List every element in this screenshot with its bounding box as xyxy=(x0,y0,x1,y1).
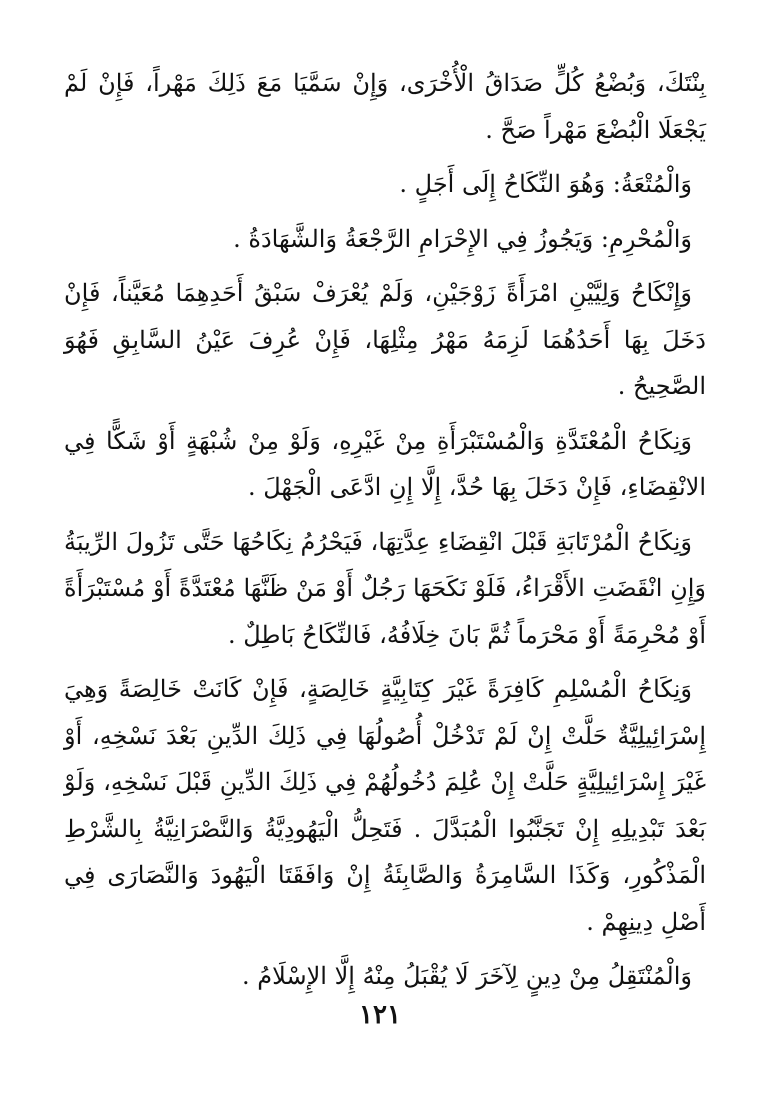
paragraph-3: وَالْمُحْرِمِ: وَيَجُوزُ فِي الإِحْرَامِ الرَّجْعَةُ وَالشَّهَادَةُ . xyxy=(233,224,692,253)
paragraph-4: وَإِنْكَاحُ وَلِيَّيْنِ امْرَأَةً زَوْجَيْنِ، وَلَمْ يُعْرَفْ سَبْقُ أَحَدِهِمَا مُعَيَّناً، فَإِنْ دَخَلَ بِهَا أَحَدُهُمَا لَزِمَهُ مَهْرُ مِثْلِهَا، فَإِنْ عُرِفَ عَيْنُ السَّابِقِ فَهُوَ الصَّحِيحُ . xyxy=(64,279,706,400)
paragraph-5: وَنِكَاحُ الْمُعْتَدَّةِ وَالْمُسْتَبْرَأَةِ مِنْ غَيْرِهِ، وَلَوْ مِنْ شُبْهَةٍ أَوْ شَكًّا فِي الانْقِضَاءِ، فَإِنْ دَخَلَ بِهَا حُدَّ، إِلَّا إِنِ ادَّعَى الْجَهْلَ . xyxy=(64,426,706,501)
paragraph-8: وَالْمُنْتَقِلُ مِنْ دِينٍ لِآخَرَ لَا يُقْبَلُ مِنْهُ إِلَّا الإِسْلَامُ . xyxy=(242,962,692,990)
page-number: ١٢١ xyxy=(359,1000,401,1030)
paragraph-2: وَالْمُتْعَةُ: وَهُوَ النِّكَاحُ إِلَى أَجَلٍ . xyxy=(399,170,692,198)
paragraph-7: وَنِكَاحُ الْمُسْلِمِ كَافِرَةً غَيْرَ كِتَابِيَّةٍ خَالِصَةٍ، فَإِنْ كَانَتْ خَالِصَةً وَهِيَ إِسْرَائِيلِيَّةٌ حَلَّتْ إِنْ لَمْ تَدْخُلْ أُصُولُهَا فِي ذَلِكَ الدِّينِ بَعْدَ نَسْخِهِ، أَوْ غَيْرَ إِسْرَائِيلِيَّةٍ حَلَّتْ إِنْ عُلِمَ دُخُولُهُمْ فِي ذَلِكَ الدِّينِ قَبْلَ نَسْخِهِ، وَلَوْ بَعْدَ تَبْدِيلِهِ إِنْ تَجَنَّبُوا الْمُبَدَّلَ . فَتَحِلُّ الْيَهُودِيَّةُ وَالنَّصْرَانِيَّةُ بِالشَّرْطِ الْمَذْكُورِ، وَكَذَا السَّامِرَةُ وَالصَّابِئَةُ إِنْ وَافَقَتَا الْيَهُودَ وَالنَّصَارَى فِي أَصْلِ دِينِهِمْ . xyxy=(64,675,706,936)
paragraph-6: وَنِكَاحُ الْمُرْتَابَةِ قَبْلَ انْقِضَاءِ عِدَّتِهَا، فَيَحْرُمُ نِكَاحُهَا حَتَّى تَزُولَ الرِّيبَةُ وَإِنِ انْقَضَتِ الأَقْرَاءُ، فَلَوْ نَكَحَهَا رَجُلٌ أَوْ مَنْ ظَنَّهَا مُعْتَدَّةً أَوْ مُسْتَبْرَأَةً أَوْ مُحْرِمَةً أَوْ مَحْرَماً ثُمَّ بَانَ خِلَافُهُ، فَالنِّكَاحُ بَاطِلٌ . xyxy=(64,527,706,649)
paragraph-1: بِنْتَكَ، وَبُضْعُ كُلٍّ صَدَاقُ الْأُخْرَى، وَإِنْ سَمَّيَا مَعَ ذَلِكَ مَهْراً، فَإِنْ لَمْ يَجْعَلَا الْبُضْعَ مَهْراً صَحَّ . xyxy=(64,69,706,144)
page-body xyxy=(64,60,706,1008)
